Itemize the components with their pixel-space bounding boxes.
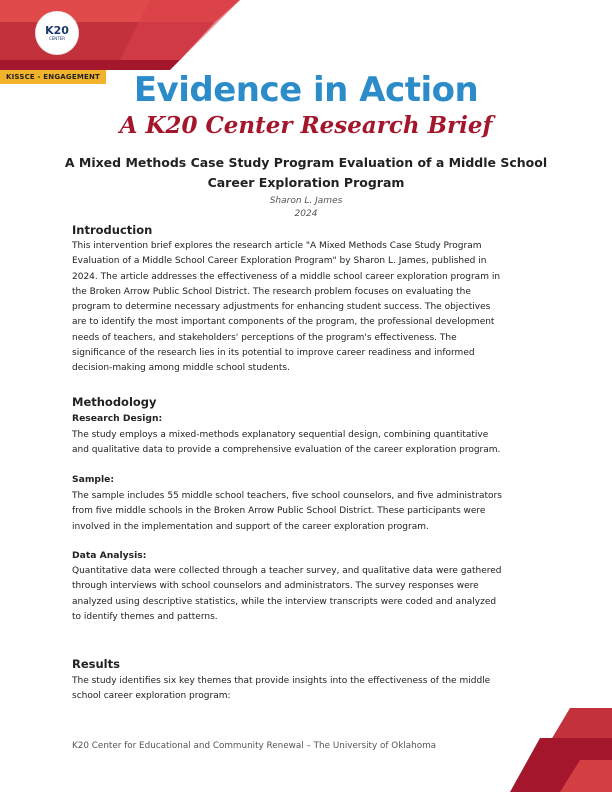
page-subtitle: A K20 Center Research Brief — [119, 112, 493, 139]
text-line: Evaluation of a Middle School Career Exploration Program" by Sharon L. James, published in — [72, 256, 487, 267]
footer-text: K20 Center for Educational and Community Renewal – The University of Oklahoma — [72, 741, 437, 751]
methodology-heading: Methodology — [72, 395, 157, 409]
header-banner-graphic — [0, 0, 612, 70]
text-line: the Broken Arrow Public School District. The research problem focuses on evaluating the — [72, 286, 471, 297]
k20-logo — [36, 12, 78, 54]
paper-title — [60, 153, 552, 193]
introduction-heading: Introduction — [72, 223, 153, 237]
text-line: analyzed using descriptive statistics, while the interview transcripts were coded and analyzed — [72, 596, 497, 607]
text-line: needs of teachers, and stakeholders' perceptions of the program's effectiveness. The — [72, 332, 457, 343]
text-line: decision-making among middle school students. — [72, 363, 290, 374]
data-analysis-body — [72, 564, 546, 625]
paper-title-line: Career Exploration Program — [207, 175, 405, 190]
results-heading: Results — [72, 657, 120, 671]
sample-heading: Sample: — [72, 474, 115, 485]
footer-corner-graphic — [480, 708, 612, 792]
text-line: and qualitative data to provide a comprehensive evaluation of the career exploration program. — [72, 445, 501, 456]
introduction-body — [72, 239, 546, 377]
text-line: significance of the research lies in its potential to improve career readiness and informed — [72, 348, 475, 359]
page-title: Evidence in Action — [133, 70, 479, 110]
text-line: 2024. The article addresses the effectiveness of a middle school career exploration program in — [72, 271, 501, 282]
text-line: school career exploration program: — [72, 691, 231, 702]
text-line: The study identifies six key themes that provide insights into the effectiveness of the middle — [72, 676, 491, 686]
category-tag: KISSCE - ENGAGEMENT — [0, 70, 106, 84]
year: 2024 — [294, 209, 318, 219]
author: Sharon L. James — [269, 196, 343, 206]
text-line: Quantitative data were collected through a teacher survey, and qualitative data were gathered — [72, 566, 502, 576]
text-line: from five middle schools in the Broken Arrow Public School District. These participants were — [72, 506, 486, 517]
text-line: involved in the implementation and support of the career exploration program. — [72, 521, 429, 532]
text-line: The sample includes 55 middle school teachers, five school counselors, and five administrators — [72, 491, 502, 501]
research-design-body — [72, 428, 546, 459]
text-line: The study employs a mixed-methods explanatory sequential design, combining quantitative — [72, 430, 489, 440]
text-line: are to identify the most important components of the program, the professional development — [72, 317, 495, 328]
text-line: to identify themes and patterns. — [72, 611, 218, 622]
text-line: program to determine necessary adjustments for enhancing student success. The objectives — [72, 302, 491, 313]
logo-text: K20 — [45, 24, 69, 37]
logo-subtext: CENTER — [48, 36, 66, 41]
data-analysis-heading: Data Analysis: — [72, 550, 147, 561]
sample-body — [72, 489, 546, 535]
results-body — [72, 674, 546, 705]
text-line: This intervention brief explores the research article "A Mixed Methods Case Study Program — [72, 241, 482, 251]
research-design-heading: Research Design: — [72, 413, 163, 424]
text-line: through interviews with school counselors and administrators. The survey responses were — [72, 581, 479, 592]
paper-title-line: A Mixed Methods Case Study Program Evaluation of a Middle School — [64, 155, 548, 170]
